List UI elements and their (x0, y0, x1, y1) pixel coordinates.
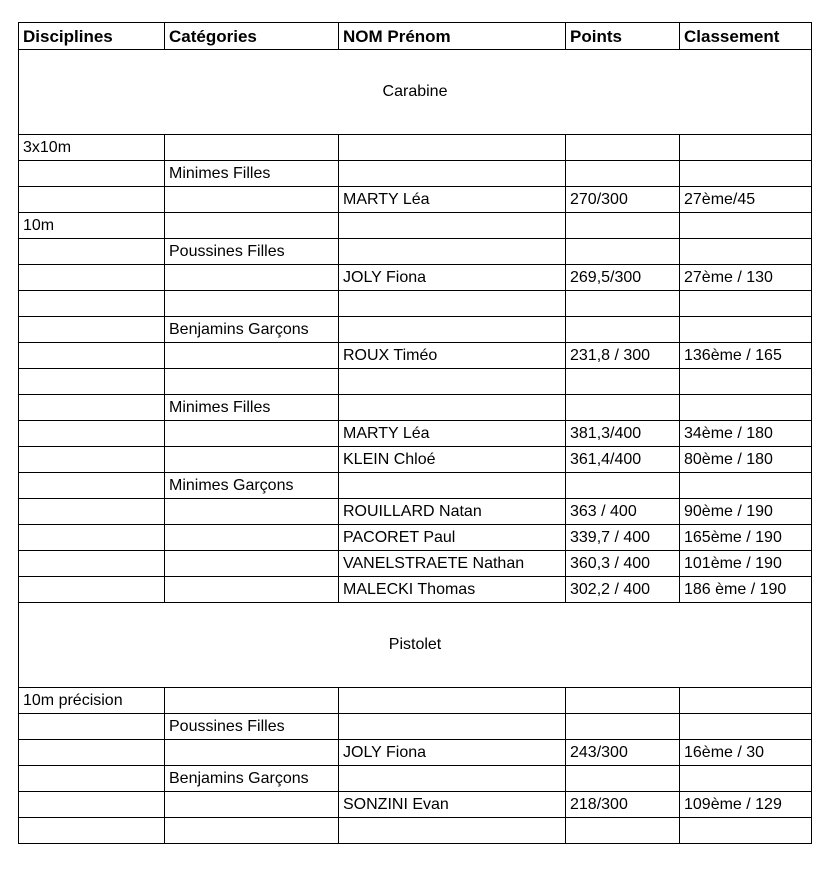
points-cell (566, 766, 680, 792)
rank-cell: 90ème / 190 (680, 499, 812, 525)
points-cell: 302,2 / 400 (566, 577, 680, 603)
category-cell (165, 688, 339, 714)
discipline-cell (19, 239, 165, 265)
discipline-cell (19, 395, 165, 421)
discipline-cell (19, 421, 165, 447)
table-row (19, 265, 812, 291)
table-row (19, 766, 812, 792)
name-cell (339, 688, 566, 714)
table-body (19, 50, 812, 844)
discipline-cell (19, 343, 165, 369)
discipline-cell (19, 265, 165, 291)
category-cell (165, 792, 339, 818)
rank-cell (680, 818, 812, 844)
table-row (19, 577, 812, 603)
category-cell: Poussines Filles (165, 239, 339, 265)
category-cell (165, 551, 339, 577)
table-row (19, 187, 812, 213)
table-row (19, 291, 812, 317)
points-cell (566, 688, 680, 714)
discipline-cell (19, 818, 165, 844)
rank-cell (680, 369, 812, 395)
name-cell (339, 291, 566, 317)
table-row (19, 317, 812, 343)
table-row (19, 551, 812, 577)
name-cell (339, 161, 566, 187)
name-cell: ROUX Timéo (339, 343, 566, 369)
table-row (19, 239, 812, 265)
name-cell (339, 473, 566, 499)
discipline-cell: 10m (19, 213, 165, 239)
table-row (19, 135, 812, 161)
table-row (19, 499, 812, 525)
points-cell: 231,8 / 300 (566, 343, 680, 369)
table-row (19, 447, 812, 473)
name-cell: VANELSTRAETE Nathan (339, 551, 566, 577)
points-cell: 360,3 / 400 (566, 551, 680, 577)
table-row (19, 473, 812, 499)
points-cell (566, 395, 680, 421)
discipline-cell (19, 766, 165, 792)
name-cell: KLEIN Chloé (339, 447, 566, 473)
points-cell: 339,7 / 400 (566, 525, 680, 551)
points-cell (566, 291, 680, 317)
discipline-cell (19, 740, 165, 766)
name-cell: JOLY Fiona (339, 265, 566, 291)
name-cell: MARTY Léa (339, 187, 566, 213)
points-cell (566, 135, 680, 161)
points-cell (566, 714, 680, 740)
section-title: Pistolet (19, 603, 812, 688)
rank-cell: 34ème / 180 (680, 421, 812, 447)
discipline-cell (19, 473, 165, 499)
discipline-cell (19, 317, 165, 343)
category-cell (165, 265, 339, 291)
category-cell (165, 291, 339, 317)
name-cell (339, 135, 566, 161)
name-cell: MALECKI Thomas (339, 577, 566, 603)
category-cell (165, 740, 339, 766)
category-cell (165, 525, 339, 551)
table-row (19, 369, 812, 395)
header-ranking: Classement (680, 23, 812, 50)
table-row (19, 343, 812, 369)
table-row (19, 395, 812, 421)
points-cell: 361,4/400 (566, 447, 680, 473)
rank-cell: 186 ème / 190 (680, 577, 812, 603)
rank-cell (680, 688, 812, 714)
name-cell: ROUILLARD Natan (339, 499, 566, 525)
name-cell: SONZINI Evan (339, 792, 566, 818)
discipline-cell (19, 161, 165, 187)
name-cell (339, 766, 566, 792)
points-cell: 381,3/400 (566, 421, 680, 447)
rank-cell: 27ème / 130 (680, 265, 812, 291)
points-cell (566, 317, 680, 343)
name-cell (339, 369, 566, 395)
header-categories: Catégories (165, 23, 339, 50)
rank-cell (680, 213, 812, 239)
points-cell: 243/300 (566, 740, 680, 766)
category-cell (165, 577, 339, 603)
category-cell: Minimes Filles (165, 161, 339, 187)
rank-cell (680, 161, 812, 187)
discipline-cell (19, 577, 165, 603)
category-cell: Poussines Filles (165, 714, 339, 740)
header-points: Points (566, 23, 680, 50)
category-cell (165, 213, 339, 239)
name-cell (339, 213, 566, 239)
table-row (19, 818, 812, 844)
rank-cell: 165ème / 190 (680, 525, 812, 551)
section-title: Carabine (19, 50, 812, 135)
header-disciplines: Disciplines (19, 23, 165, 50)
category-cell (165, 135, 339, 161)
rank-cell: 136ème / 165 (680, 343, 812, 369)
points-cell (566, 239, 680, 265)
rank-cell (680, 239, 812, 265)
category-cell (165, 447, 339, 473)
category-cell (165, 818, 339, 844)
rank-cell: 27ème/45 (680, 187, 812, 213)
rank-cell (680, 766, 812, 792)
discipline-cell (19, 369, 165, 395)
table-row (19, 421, 812, 447)
discipline-cell (19, 187, 165, 213)
rank-cell: 109ème / 129 (680, 792, 812, 818)
name-cell (339, 818, 566, 844)
rank-cell (680, 135, 812, 161)
discipline-cell (19, 551, 165, 577)
rank-cell (680, 714, 812, 740)
discipline-cell (19, 525, 165, 551)
category-cell: Benjamins Garçons (165, 317, 339, 343)
category-cell (165, 499, 339, 525)
points-cell (566, 213, 680, 239)
section-row (19, 603, 812, 688)
category-cell: Benjamins Garçons (165, 766, 339, 792)
header-name: NOM Prénom (339, 23, 566, 50)
rank-cell (680, 317, 812, 343)
name-cell (339, 317, 566, 343)
points-cell: 269,5/300 (566, 265, 680, 291)
table-row (19, 740, 812, 766)
points-cell (566, 473, 680, 499)
discipline-cell: 3x10m (19, 135, 165, 161)
rank-cell: 101ème / 190 (680, 551, 812, 577)
name-cell (339, 395, 566, 421)
category-cell: Minimes Garçons (165, 473, 339, 499)
points-cell (566, 161, 680, 187)
discipline-cell (19, 714, 165, 740)
discipline-cell (19, 291, 165, 317)
name-cell: PACORET Paul (339, 525, 566, 551)
table-row (19, 161, 812, 187)
rank-cell: 80ème / 180 (680, 447, 812, 473)
category-cell: Minimes Filles (165, 395, 339, 421)
rank-cell: 16ème / 30 (680, 740, 812, 766)
name-cell (339, 714, 566, 740)
discipline-cell (19, 499, 165, 525)
rank-cell (680, 473, 812, 499)
header-row (19, 23, 812, 50)
category-cell (165, 369, 339, 395)
table-row (19, 714, 812, 740)
category-cell (165, 343, 339, 369)
name-cell: MARTY Léa (339, 421, 566, 447)
points-cell: 363 / 400 (566, 499, 680, 525)
discipline-cell (19, 792, 165, 818)
rank-cell (680, 395, 812, 421)
table-row (19, 688, 812, 714)
rank-cell (680, 291, 812, 317)
table-row (19, 525, 812, 551)
table-row (19, 213, 812, 239)
discipline-cell (19, 447, 165, 473)
section-row (19, 50, 812, 135)
table-row (19, 792, 812, 818)
name-cell: JOLY Fiona (339, 740, 566, 766)
name-cell (339, 239, 566, 265)
category-cell (165, 187, 339, 213)
category-cell (165, 421, 339, 447)
points-cell: 218/300 (566, 792, 680, 818)
points-cell (566, 369, 680, 395)
results-table (18, 22, 812, 844)
points-cell: 270/300 (566, 187, 680, 213)
discipline-cell: 10m précision (19, 688, 165, 714)
points-cell (566, 818, 680, 844)
